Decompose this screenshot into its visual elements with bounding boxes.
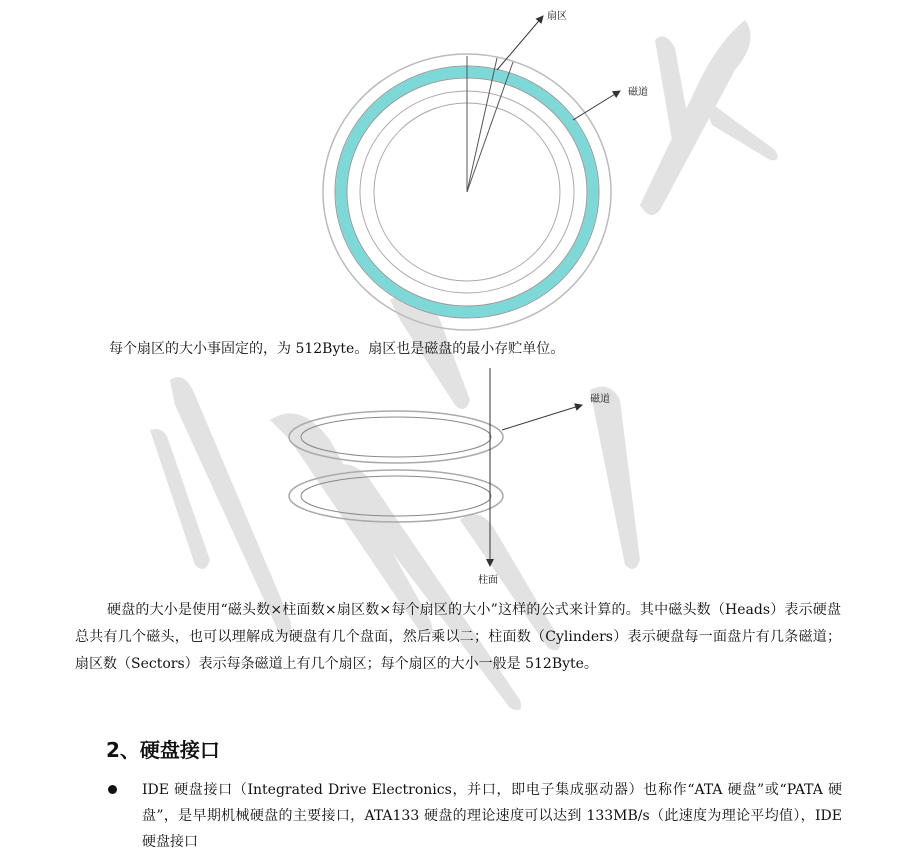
track-label-2: 磁道 bbox=[590, 394, 610, 405]
upper-platter bbox=[289, 411, 503, 463]
track-arrow-2 bbox=[502, 405, 582, 430]
cylinder-label: 柱面 bbox=[478, 575, 498, 586]
bullet-icon bbox=[108, 785, 117, 794]
track-label: 磁道 bbox=[628, 87, 648, 98]
bullet-item-ide: IDE 硬盘接口（Integrated Drive Electronics，并口，即电子集成驱动器）也称作“ATA 硬盘”或“PATA 硬盘”，是早期机械硬盘的主要接口，ATA133 硬盘的理论速度可以达到 133MB/s（此速度为理论平均值），IDE 硬盘接口 bbox=[142, 782, 842, 850]
section-heading: 2、硬盘接口 bbox=[106, 738, 220, 762]
disk-size-paragraph: 硬盘的大小是使用“磁头数×柱面数×扇区数×每个扇区的大小”这样的公式来计算的。其中磁头数（Heads）表示硬盘总共有几个磁头，也可以理解成为硬盘有几个盘面，然后乘以二；柱面数（Cylinders）表示硬盘每一面盘片有几条磁道；扇区数（Sectors）表示每条磁道上有几个扇区；每个扇区的大小一般是 512Byte。 bbox=[75, 602, 841, 672]
figure-caption: 每个扇区的大小事固定的，为 512Byte。扇区也是磁盘的最小存贮单位。 bbox=[109, 341, 565, 357]
sector-label: 扇区 bbox=[547, 11, 567, 22]
lower-platter bbox=[289, 470, 503, 522]
